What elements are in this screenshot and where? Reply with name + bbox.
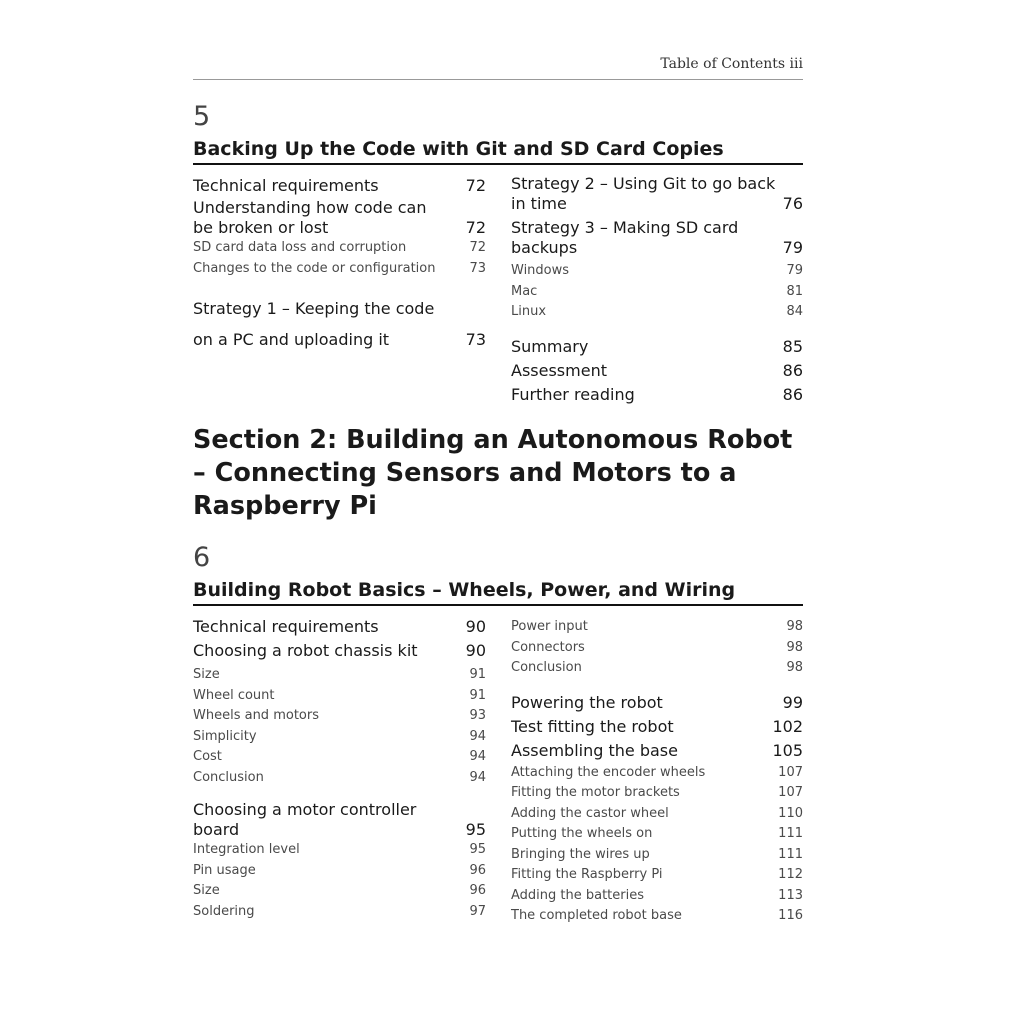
toc-page-number: 91 <box>469 667 486 682</box>
toc-entry-title-line: be broken or lost <box>193 218 329 237</box>
toc-page-number: 90 <box>465 641 486 660</box>
toc-subentry[interactable] <box>511 658 803 679</box>
toc-entry[interactable] <box>193 639 486 663</box>
toc-page-number: 107 <box>778 764 803 780</box>
toc-subentry[interactable] <box>511 804 803 825</box>
toc-page-number: 86 <box>782 384 803 404</box>
toc-subentry[interactable] <box>511 261 803 282</box>
toc-entry[interactable] <box>511 715 803 739</box>
toc-entry[interactable] <box>511 218 803 258</box>
toc-page-number: 102 <box>772 716 803 736</box>
chapter-5-number: 5 <box>193 101 211 132</box>
toc-subentry[interactable] <box>511 845 803 866</box>
chapter-6-title: Building Robot Basics – Wheels, Power, and Wiring <box>193 577 803 606</box>
toc-page-number: 76 <box>782 194 803 213</box>
toc-subentry[interactable] <box>193 768 486 789</box>
toc-page-number: 112 <box>778 867 803 882</box>
toc-entry-title: Wheel count <box>193 687 275 703</box>
toc-page-number: 73 <box>469 260 486 276</box>
toc-entry-title: Summary <box>511 336 589 356</box>
toc-page-number: 72 <box>469 240 486 255</box>
toc-page-number: 72 <box>465 218 486 237</box>
toc-subentry[interactable] <box>193 686 486 707</box>
toc-entry-title-line: board <box>193 820 240 839</box>
toc-page-number: 111 <box>778 826 803 841</box>
toc-subentry[interactable] <box>511 302 803 323</box>
toc-page-number: 85 <box>782 336 803 356</box>
toc-page-number: 113 <box>778 887 803 903</box>
toc-page-number: 84 <box>786 304 803 319</box>
toc-entry-title: Simplicity <box>193 728 257 744</box>
toc-entry[interactable] <box>193 800 486 840</box>
toc-entry-title-line: Strategy 3 – Making SD card <box>511 218 739 237</box>
toc-page-number: 96 <box>469 862 486 878</box>
toc-entry-title: Technical requirements <box>193 176 379 195</box>
toc-subentry[interactable] <box>511 824 803 845</box>
chapter-6-number: 6 <box>193 542 211 573</box>
toc-page-number: 95 <box>465 820 486 839</box>
toc-page-number: 99 <box>782 692 803 712</box>
toc-entry[interactable] <box>511 335 803 359</box>
toc-page-number: 110 <box>778 805 803 821</box>
chapter-5-right-column <box>511 174 803 407</box>
toc-entry-title-line: Choosing a motor controller <box>193 800 417 819</box>
toc-entry-title: Linux <box>511 304 547 319</box>
toc-page-number: 97 <box>469 903 486 919</box>
toc-page-number: 96 <box>469 883 486 898</box>
toc-entry[interactable] <box>511 174 803 214</box>
toc-page-number: 91 <box>469 687 486 703</box>
toc-entry-title: Pin usage <box>193 862 256 878</box>
toc-entry-title: Further reading <box>511 384 635 404</box>
toc-entry-title: Mac <box>511 283 538 299</box>
toc-page-number: 95 <box>469 842 486 857</box>
toc-page-number: 90 <box>465 617 486 636</box>
toc-page-number: 86 <box>782 360 803 380</box>
chapter-5-left-column <box>193 174 486 352</box>
toc-entry-title: Integration level <box>193 842 300 857</box>
chapter-5-title: Backing Up the Code with Git and SD Card Copies <box>193 136 803 165</box>
toc-entry[interactable] <box>193 615 486 639</box>
toc-entry-title: Power input <box>511 619 588 634</box>
section-2-line: Raspberry Pi <box>193 491 377 521</box>
toc-entry-title: Conclusion <box>193 769 264 785</box>
toc-entry-title: Fitting the motor brackets <box>511 785 680 800</box>
toc-page-number: 73 <box>465 330 486 349</box>
toc-entry-title: Wheels and motors <box>193 708 319 723</box>
toc-entry-title: Windows <box>511 263 570 278</box>
toc-subentry[interactable] <box>511 865 803 886</box>
toc-subentry[interactable] <box>193 238 486 259</box>
toc-entry-title-line: Understanding how code can <box>193 198 427 217</box>
toc-entry-title: Assembling the base <box>511 740 678 760</box>
section-2-line: – Connecting Sensors and Motors to a <box>193 458 737 488</box>
toc-entry[interactable] <box>193 198 486 238</box>
toc-subentry[interactable] <box>193 727 486 748</box>
toc-entry-title: Soldering <box>193 903 255 919</box>
toc-entry-title: SD card data loss and corruption <box>193 240 407 255</box>
toc-subentry[interactable] <box>511 783 803 804</box>
toc-entry[interactable] <box>193 174 486 198</box>
chapter-6-right-column <box>511 615 803 927</box>
toc-entry-title: Technical requirements <box>193 617 379 636</box>
toc-subentry[interactable] <box>193 259 486 280</box>
toc-subentry[interactable] <box>193 861 486 882</box>
toc-entry-title: on a PC and uploading it <box>193 330 390 349</box>
toc-subentry[interactable] <box>511 638 803 659</box>
toc-entry-title: Adding the batteries <box>511 887 645 903</box>
toc-entry-title: Choosing a robot chassis kit <box>193 641 418 660</box>
section-2-line: Section 2: Building an Autonomous Robot <box>193 425 793 455</box>
toc-entry-title: Cost <box>193 749 222 764</box>
toc-page-number: 94 <box>469 749 486 764</box>
toc-page-number: 81 <box>786 283 803 299</box>
toc-entry[interactable] <box>511 691 803 715</box>
toc-entry-title: The completed robot base <box>511 908 682 923</box>
toc-subentry[interactable] <box>511 886 803 907</box>
toc-entry-title: Connectors <box>511 639 585 655</box>
toc-entry-title: Fitting the Raspberry Pi <box>511 867 663 882</box>
toc-page-number: 107 <box>778 785 803 800</box>
toc-entry-title: Bringing the wires up <box>511 846 650 862</box>
toc-subentry[interactable] <box>193 665 486 686</box>
toc-page-number: 98 <box>786 660 803 675</box>
toc-page-number: 98 <box>786 619 803 634</box>
toc-page-number: 79 <box>782 238 803 257</box>
toc-page-number: 98 <box>786 639 803 655</box>
toc-entry-title: Size <box>193 883 220 898</box>
toc-entry-title: Changes to the code or configuration <box>193 260 436 276</box>
toc-subentry[interactable] <box>193 840 486 861</box>
running-head <box>193 56 803 80</box>
toc-entry[interactable] <box>511 739 803 763</box>
toc-entry[interactable] <box>193 297 486 321</box>
section-2-heading <box>193 424 793 523</box>
toc-entry-title: Powering the robot <box>511 692 663 712</box>
toc-page-number: 72 <box>465 176 486 195</box>
toc-page-number: 105 <box>772 740 803 760</box>
toc-subentry[interactable] <box>511 763 803 784</box>
running-head-text: Table of Contents iii <box>660 56 803 72</box>
toc-subentry[interactable] <box>193 881 486 902</box>
toc-entry[interactable] <box>193 328 486 352</box>
toc-entry-title: Adding the castor wheel <box>511 805 669 821</box>
toc-entry-title: Putting the wheels on <box>511 826 653 841</box>
toc-entry-title: Assessment <box>511 360 607 380</box>
toc-subentry[interactable] <box>193 902 486 923</box>
toc-entry[interactable] <box>511 359 803 383</box>
toc-page-number: 116 <box>778 908 803 923</box>
toc-subentry[interactable] <box>511 282 803 303</box>
toc-subentry[interactable] <box>511 906 803 927</box>
chapter-6-left-column <box>193 615 486 922</box>
toc-entry-title-line: Strategy 2 – Using Git to go back <box>511 174 776 193</box>
toc-page-number: 93 <box>469 708 486 723</box>
toc-page-number: 94 <box>469 769 486 785</box>
toc-subentry[interactable] <box>193 706 486 727</box>
toc-entry-title: Conclusion <box>511 660 582 675</box>
toc-page-number: 94 <box>469 728 486 744</box>
toc-entry-title: Test fitting the robot <box>511 716 674 736</box>
toc-page-number: 79 <box>786 263 803 278</box>
toc-entry-title-line: in time <box>511 194 567 213</box>
toc-page-number: 111 <box>778 846 803 862</box>
toc-entry-title-line: backups <box>511 238 578 257</box>
toc-entry-title: Size <box>193 667 220 682</box>
toc-entry-title: Attaching the encoder wheels <box>511 764 706 780</box>
toc-subentry[interactable] <box>511 617 803 638</box>
toc-entry[interactable] <box>511 383 803 407</box>
toc-subentry[interactable] <box>193 747 486 768</box>
toc-entry-title: Strategy 1 – Keeping the code <box>193 299 435 318</box>
